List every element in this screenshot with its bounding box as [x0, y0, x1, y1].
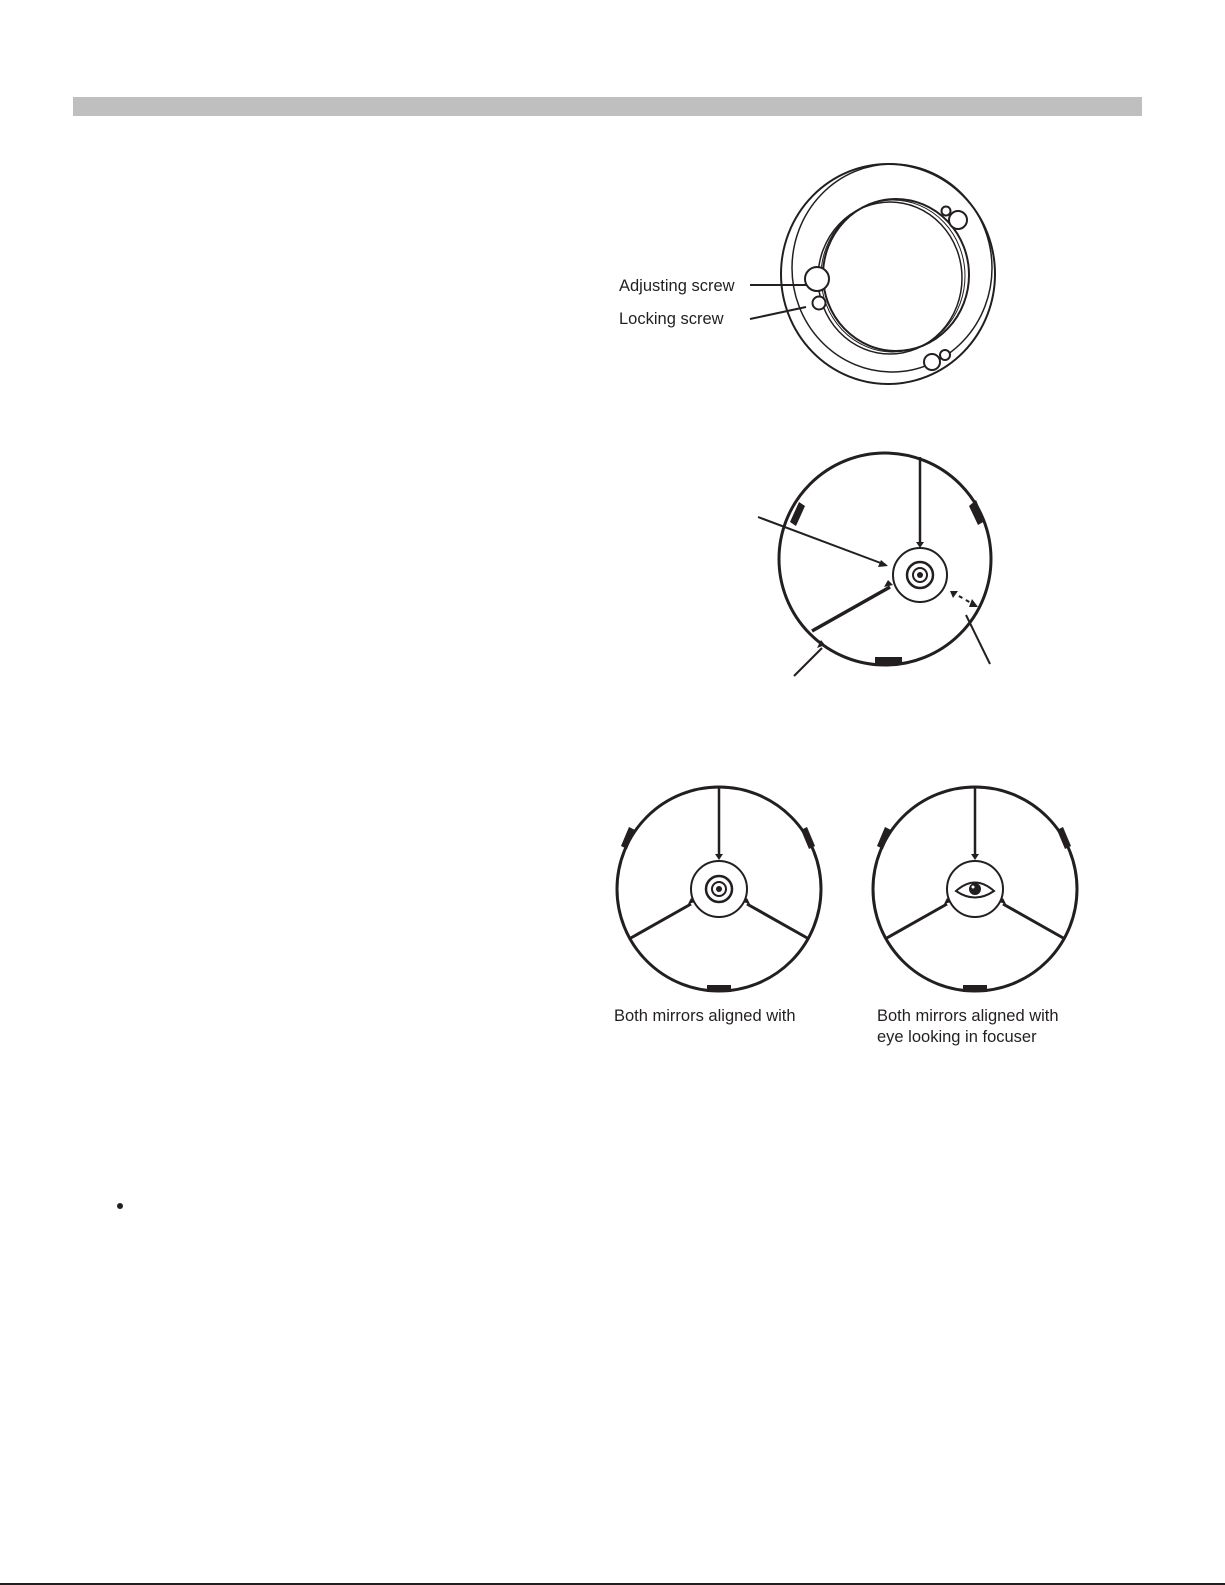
adjusting-screw-label: Adjusting screw: [619, 277, 735, 295]
locking-screw-label: Locking screw: [619, 310, 724, 328]
focuser-view-diagram: [750, 450, 1010, 685]
aligned-view-diagram: [610, 780, 830, 1000]
eye-icon: [956, 883, 994, 898]
aligned-eye-view-diagram: [866, 780, 1086, 1000]
callout-lines: [740, 276, 820, 326]
aligned-caption-left: Both mirrors aligned with: [614, 1007, 796, 1025]
aligned-caption-right-line2: eye looking in focuser: [877, 1028, 1037, 1046]
aligned-caption-right-line1: Both mirrors aligned with: [877, 1007, 1059, 1025]
section-header-bar: [73, 97, 1142, 116]
bullet-icon: [117, 1203, 123, 1209]
